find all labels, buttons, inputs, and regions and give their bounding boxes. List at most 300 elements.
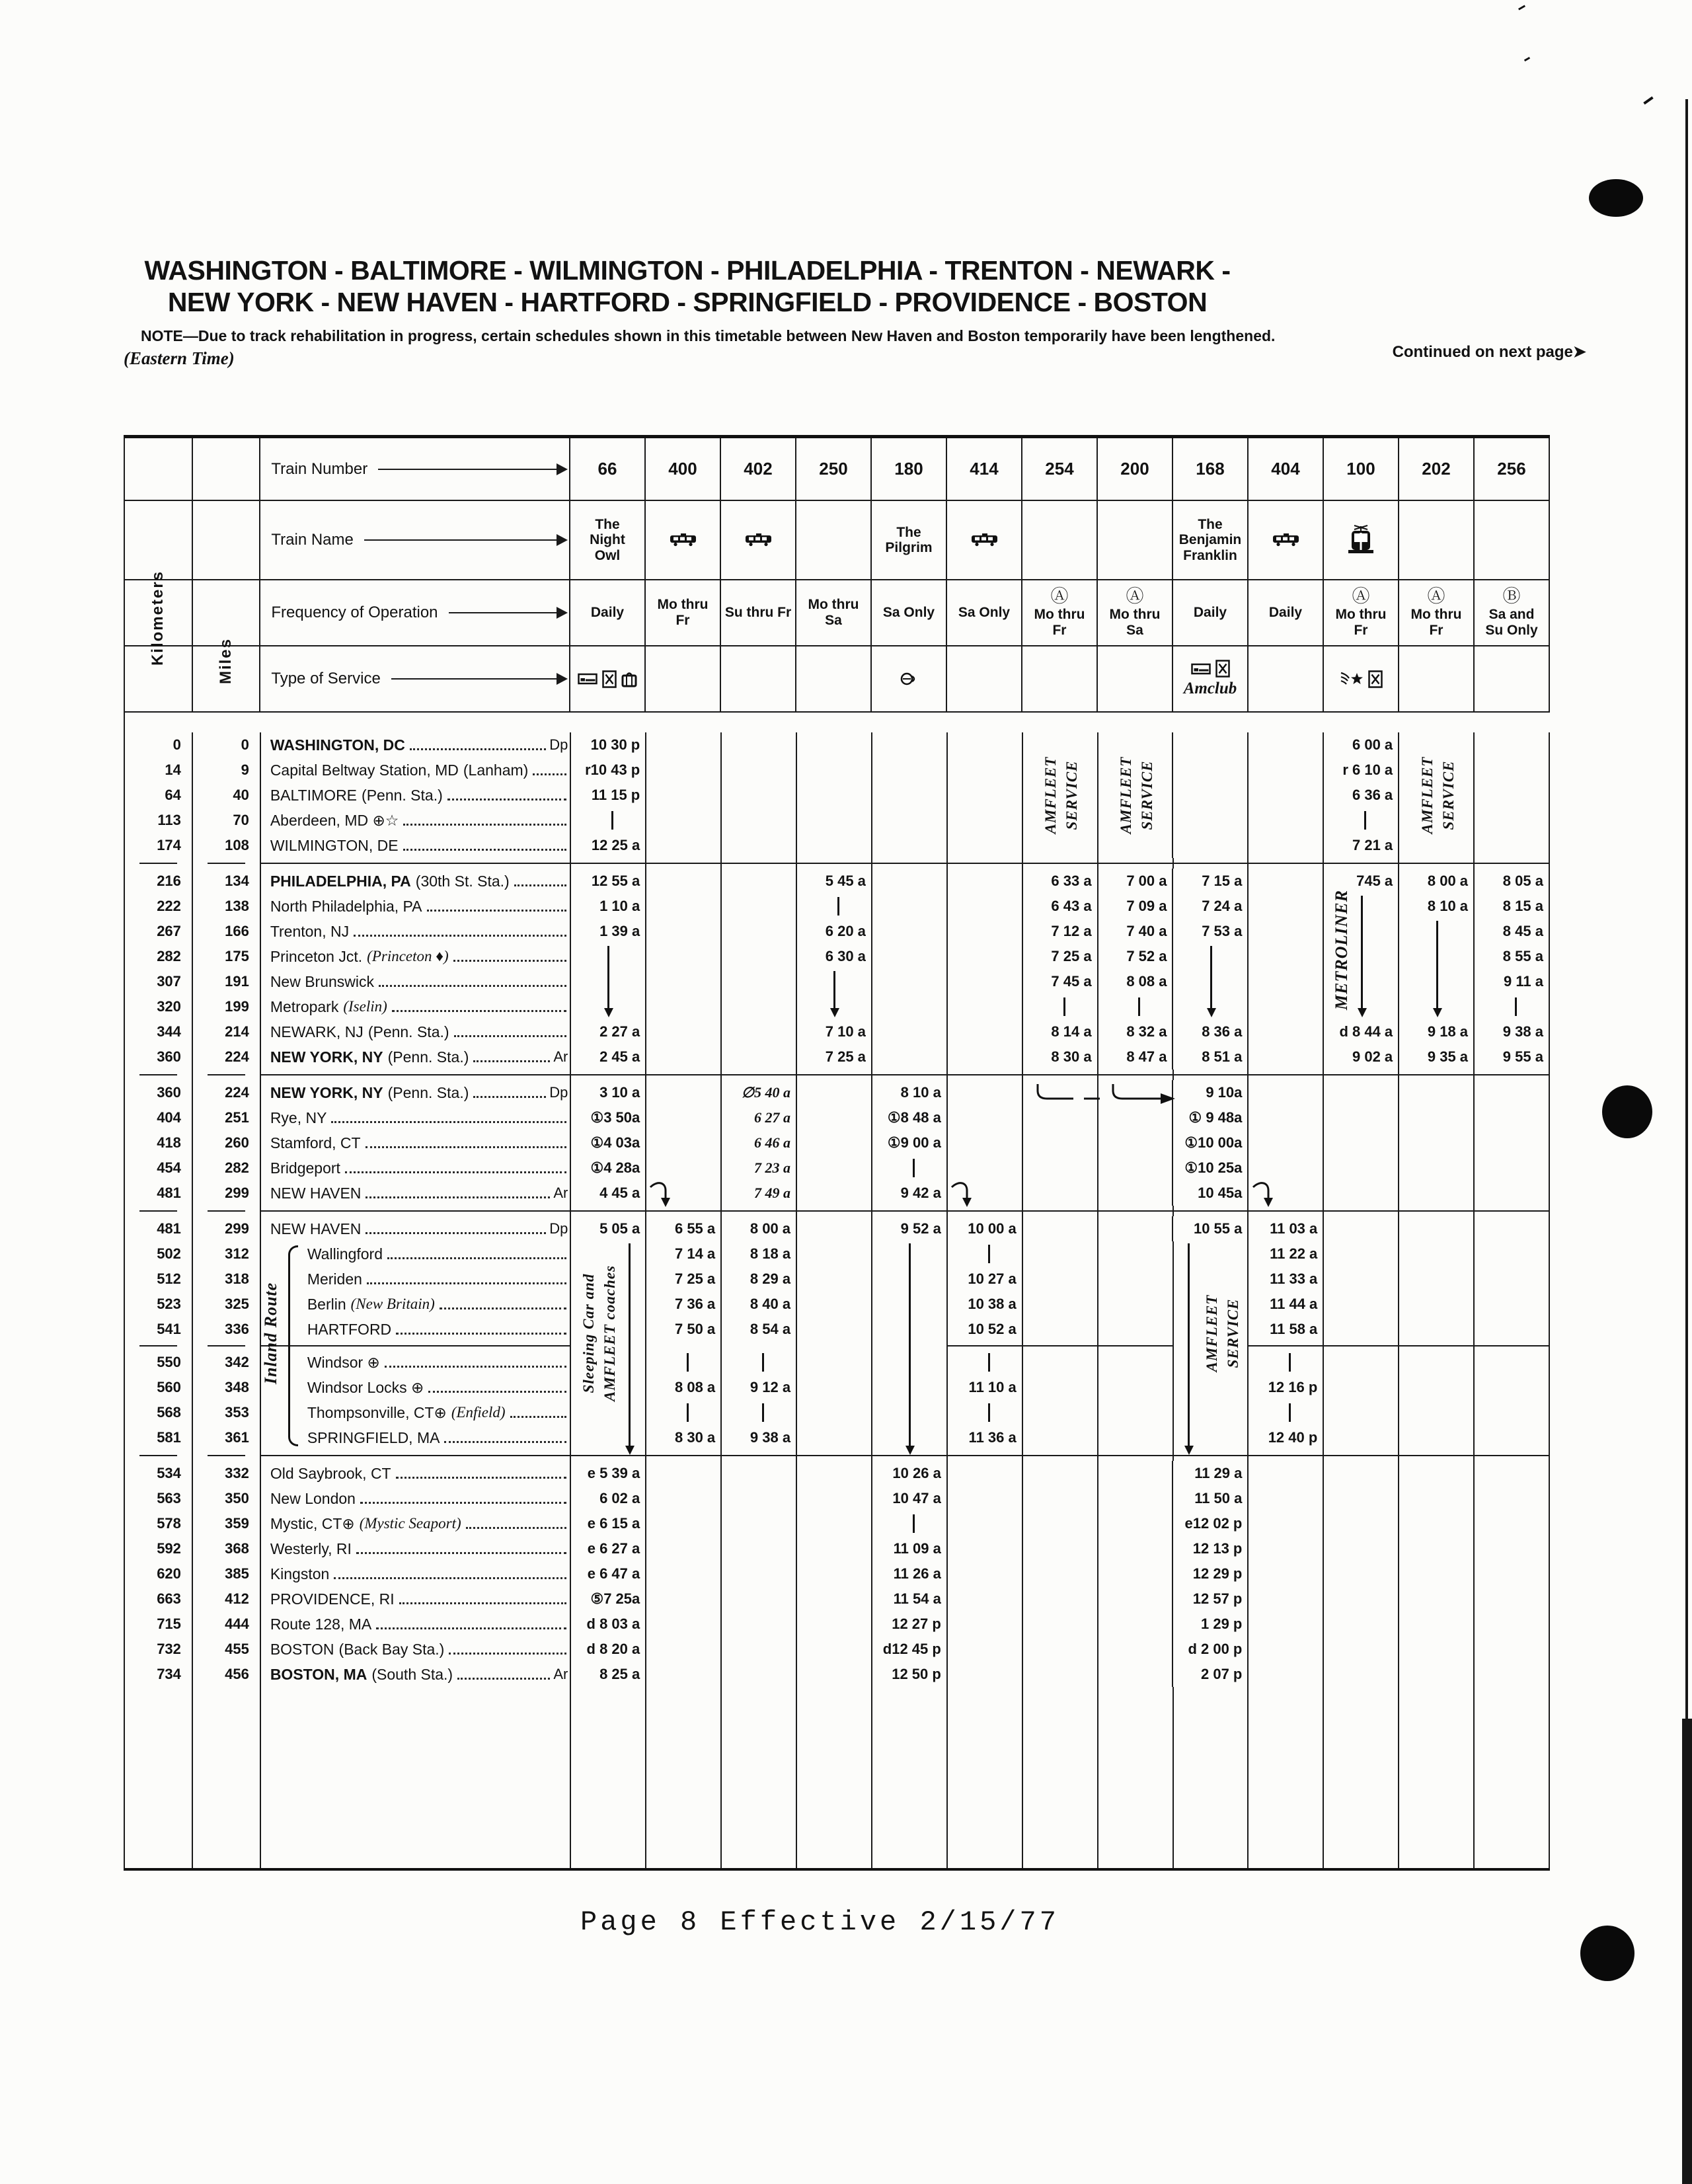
cell	[797, 1687, 872, 1868]
station-name: Mystic, CT⊕	[270, 1514, 355, 1532]
through-bar	[988, 1353, 990, 1372]
row-label: Train Number	[271, 459, 368, 478]
time-cell: 7 25 a	[1023, 944, 1098, 969]
train-number: 400	[646, 438, 721, 500]
station-note: (Penn. Sta.)	[387, 1048, 469, 1066]
miles-value: 299	[193, 1181, 261, 1206]
cell	[1475, 1206, 1550, 1216]
cell	[722, 1342, 797, 1350]
time-cell	[1249, 1662, 1324, 1687]
time-cell: 6 55 a	[646, 1216, 722, 1241]
metroliner-icon	[1344, 524, 1377, 557]
time-cell	[1475, 758, 1550, 783]
station-note: (Mystic Seaport)	[359, 1515, 461, 1532]
time-cell: 7 50 a	[646, 1317, 722, 1342]
station-name: PHILADELPHIA, PA	[270, 872, 411, 890]
time-cell	[948, 1350, 1023, 1375]
time-cell	[797, 758, 872, 783]
time-cell	[1098, 1181, 1174, 1206]
cell	[1475, 858, 1550, 869]
cell	[193, 1450, 261, 1461]
time-cell	[1249, 1511, 1324, 1536]
cell	[571, 1687, 646, 1868]
time-cell	[1173, 808, 1249, 833]
train-service-icons	[872, 646, 947, 711]
time-cell	[1098, 732, 1174, 758]
time-cell	[1475, 1425, 1550, 1450]
km-value: 620	[125, 1561, 193, 1586]
cell	[646, 1070, 722, 1080]
time-cell: 8 08 a	[646, 1375, 722, 1400]
km-value: 14	[125, 758, 193, 783]
km-value: 216	[125, 869, 193, 894]
miles-value: 325	[193, 1292, 261, 1317]
cell	[1023, 1342, 1098, 1350]
time-cell: 11 36 a	[948, 1425, 1023, 1450]
station-note: (Penn. Sta.)	[362, 786, 443, 804]
cell	[193, 1342, 261, 1350]
time-cell	[1399, 1317, 1475, 1342]
time-cell	[948, 1105, 1023, 1130]
time-cell	[646, 1400, 722, 1425]
km-value: 307	[125, 969, 193, 994]
route-arrow	[1361, 896, 1363, 1009]
km-value: 734	[125, 1662, 193, 1687]
time-cell	[1399, 732, 1475, 758]
time-cell: 8 32 a	[1098, 1019, 1174, 1044]
time-cell: 10 38 a	[948, 1292, 1023, 1317]
row-label: Train Name	[271, 531, 354, 549]
time-cell	[1399, 1637, 1475, 1662]
miles-value: 40	[193, 783, 261, 808]
time-cell	[1475, 783, 1550, 808]
time-cell	[797, 783, 872, 808]
km-value: 541	[125, 1317, 193, 1342]
amclub-label: Amclub	[1183, 680, 1237, 697]
time-cell	[646, 1561, 722, 1586]
time-cell: 745 a	[1324, 869, 1399, 894]
time-cell	[646, 944, 722, 969]
time-cell	[1249, 1130, 1324, 1155]
train-number: 254	[1022, 438, 1098, 500]
time-cell	[872, 1019, 948, 1044]
time-cell	[1249, 1461, 1324, 1486]
station-cell	[261, 783, 572, 808]
time-cell	[1324, 1561, 1399, 1586]
station-note: (Enfield)	[451, 1404, 506, 1421]
cell	[797, 1070, 872, 1080]
time-cell	[1324, 1375, 1399, 1400]
leader-dots	[533, 773, 566, 775]
time-cell: 8 47 a	[1098, 1044, 1174, 1070]
snack-cup-icon	[900, 672, 917, 686]
time-cell: 10 47 a	[872, 1486, 948, 1511]
km-value: 344	[125, 1019, 193, 1044]
table-row	[125, 1019, 1550, 1044]
operates-badge: Ⓐ	[1427, 586, 1445, 606]
time-cell	[797, 894, 872, 919]
time-cell	[646, 969, 722, 994]
time-cell	[948, 1019, 1023, 1044]
time-cell	[1324, 1662, 1399, 1687]
time-cell: ①4 28a	[571, 1155, 646, 1181]
station-name: SPRINGFIELD, MA	[307, 1428, 440, 1446]
time-cell	[1475, 1267, 1550, 1292]
time-cell: 7 09 a	[1098, 894, 1174, 919]
time-cell	[722, 1511, 797, 1536]
time-cell	[797, 1105, 872, 1130]
time-cell: 2 27 a	[571, 1019, 646, 1044]
timetable-grid	[124, 435, 1550, 1871]
time-cell: 10 52 a	[948, 1317, 1023, 1342]
cell	[1098, 1687, 1174, 1868]
through-bar	[687, 1353, 689, 1372]
time-cell	[722, 758, 797, 783]
leader-dots	[392, 1010, 567, 1012]
station-name: WILMINGTON, DE	[270, 836, 399, 854]
station-name: Berlin	[307, 1295, 346, 1313]
leader-dots	[444, 1441, 566, 1443]
leader-dots	[367, 1282, 566, 1284]
arrow-line	[391, 678, 566, 680]
time-cell	[872, 808, 948, 833]
time-cell	[1023, 1181, 1098, 1206]
time-cell	[646, 1350, 722, 1375]
time-cell	[1399, 1586, 1475, 1612]
amfleet-service-vertical: SERVICE	[1063, 760, 1080, 830]
miles-value: 444	[193, 1612, 261, 1637]
time-cell	[1249, 1181, 1324, 1206]
time-cell	[646, 1486, 722, 1511]
time-cell	[1324, 1292, 1399, 1317]
time-cell	[1098, 1105, 1174, 1130]
time-cell	[797, 1511, 872, 1536]
time-cell	[722, 1637, 797, 1662]
station-name: WASHINGTON, DC	[270, 736, 405, 754]
train-service-icons	[646, 646, 721, 711]
time-cell	[1023, 1400, 1098, 1425]
time-cell: 12 57 p	[1173, 1586, 1249, 1612]
through-bar	[837, 897, 839, 916]
time-cell	[1098, 1612, 1174, 1637]
table-row	[125, 758, 1550, 783]
time-cell	[1475, 1511, 1550, 1536]
time-cell: e12 02 p	[1173, 1511, 1249, 1536]
time-cell	[1098, 1292, 1174, 1317]
cell	[571, 858, 646, 869]
time-cell	[1098, 1241, 1174, 1267]
time-cell	[1098, 1317, 1174, 1342]
time-cell	[646, 1662, 722, 1687]
leader-dots	[354, 935, 566, 937]
type-of-service-label	[260, 646, 570, 711]
station-name: Stamford, CT	[270, 1134, 361, 1151]
time-cell	[1399, 758, 1475, 783]
time-cell: 8 55 a	[1475, 944, 1550, 969]
station-cell	[261, 1019, 572, 1044]
time-cell	[1098, 833, 1174, 858]
time-cell	[1475, 1350, 1550, 1375]
time-cell	[1399, 1561, 1475, 1586]
miles-value: 299	[193, 1216, 261, 1241]
time-cell	[797, 808, 872, 833]
leader-dots	[334, 1577, 566, 1579]
time-cell	[1249, 944, 1324, 969]
through-bar	[762, 1353, 764, 1372]
amfleet-service-vertical: AMFLEET	[1118, 756, 1134, 834]
time-cell: 6 33 a	[1023, 869, 1098, 894]
time-cell	[948, 1181, 1023, 1206]
time-cell	[646, 1181, 722, 1206]
time-cell: e 6 27 a	[571, 1536, 646, 1561]
time-cell: 7 12 a	[1023, 919, 1098, 944]
time-cell: e 6 15 a	[571, 1511, 646, 1536]
cell	[193, 1206, 261, 1216]
time-cell	[722, 1019, 797, 1044]
time-cell	[872, 869, 948, 894]
time-cell	[797, 1155, 872, 1181]
cell	[125, 1070, 193, 1080]
train-service-icons	[1324, 646, 1399, 711]
time-cell	[1249, 1155, 1324, 1181]
time-cell	[1098, 1637, 1174, 1662]
time-cell	[1399, 1486, 1475, 1511]
miles-value: 348	[193, 1375, 261, 1400]
miles-value: 282	[193, 1155, 261, 1181]
arrow-line	[364, 539, 566, 541]
station-cell	[261, 833, 572, 858]
railcar-icon	[743, 533, 773, 547]
time-cell	[646, 1586, 722, 1612]
cell	[1399, 1342, 1475, 1350]
amfleet-service-vertical: SERVICE	[1139, 760, 1155, 830]
title-line-2: NEW YORK - NEW HAVEN - HARTFORD - SPRINGFIELD - PROVIDENCE - BOSTON	[167, 286, 1208, 317]
time-cell	[1023, 808, 1098, 833]
kilometers-label: Kilometers	[149, 570, 167, 666]
station-cell	[261, 1130, 572, 1155]
time-cell: 8 00 a	[1399, 869, 1475, 894]
time-cell: 3 10 a	[571, 1080, 646, 1105]
cell	[1174, 1206, 1249, 1216]
time-cell	[1098, 1080, 1174, 1105]
time-cell: 12 25 a	[571, 833, 646, 858]
time-cell	[1023, 783, 1098, 808]
time-cell	[797, 1216, 872, 1241]
train-name: The Pilgrim	[872, 501, 947, 579]
train-name	[1022, 501, 1098, 579]
time-cell: r 6 10 a	[1324, 758, 1399, 783]
time-cell	[1173, 833, 1249, 858]
station-cell	[261, 1486, 572, 1511]
time-cell	[1475, 1130, 1550, 1155]
time-cell	[1023, 1317, 1098, 1342]
time-cell	[1023, 1536, 1098, 1561]
time-cell	[1098, 1267, 1174, 1292]
time-cell	[1174, 1267, 1249, 1292]
time-cell	[1098, 1536, 1174, 1561]
time-cell	[1324, 1586, 1399, 1612]
cell	[646, 1450, 722, 1461]
time-cell	[1173, 758, 1249, 783]
time-cell	[1098, 1216, 1174, 1241]
cell	[1098, 1206, 1174, 1216]
train-name	[947, 501, 1022, 579]
table-row	[125, 1561, 1550, 1586]
time-cell	[797, 1486, 872, 1511]
station-note: (New Britain)	[350, 1296, 435, 1312]
time-cell	[1023, 1586, 1098, 1612]
station-cell	[261, 1105, 572, 1130]
time-cell	[646, 1612, 722, 1637]
time-cell: d 8 20 a	[571, 1637, 646, 1662]
time-cell	[1324, 1536, 1399, 1561]
cell	[261, 1450, 572, 1461]
sleeper-icon	[578, 672, 597, 686]
time-cell: 9 11 a	[1475, 969, 1550, 994]
time-cell	[797, 1612, 872, 1637]
time-cell: 6 36 a	[1324, 783, 1399, 808]
cell	[872, 1206, 948, 1216]
time-cell	[1475, 1612, 1550, 1637]
miles-value: 138	[193, 894, 261, 919]
train-number-row	[125, 438, 1550, 501]
time-cell	[1475, 1400, 1550, 1425]
time-cell	[1399, 1511, 1475, 1536]
train-frequency: Ⓑ Sa and Su Only	[1475, 580, 1550, 645]
leader-dots	[440, 1307, 567, 1309]
time-cell	[646, 1080, 722, 1105]
route-arrow	[909, 1243, 911, 1446]
page-footer: Page 8 Effective 2/15/77	[580, 1906, 1059, 1938]
train-frequency: Daily	[1173, 580, 1249, 645]
operates-badge: Ⓐ	[1352, 586, 1370, 606]
cell	[125, 1342, 193, 1350]
station-name: Princeton Jct.	[270, 947, 363, 965]
sleeping-car-vertical: Sleeping Car and	[580, 1273, 597, 1393]
time-cell	[872, 969, 948, 994]
time-cell	[1249, 1486, 1324, 1511]
time-cell: 1 29 p	[1173, 1612, 1249, 1637]
time-cell	[797, 1561, 872, 1586]
time-cell: 8 15 a	[1475, 894, 1550, 919]
through-bar	[611, 811, 613, 830]
time-cell	[722, 1400, 797, 1425]
time-cell	[1399, 1181, 1475, 1206]
station-name: NEW YORK, NY	[270, 1083, 383, 1101]
time-cell: 11 26 a	[872, 1561, 948, 1586]
cell	[948, 1687, 1023, 1868]
station-cell	[261, 1292, 572, 1317]
time-cell	[1324, 1637, 1399, 1662]
table-row	[125, 1216, 1550, 1241]
time-cell	[1098, 1461, 1174, 1486]
through-bar	[1364, 811, 1366, 830]
through-bar	[913, 1159, 915, 1177]
time-cell: 8 36 a	[1173, 1019, 1249, 1044]
train-frequency: Sa Only	[872, 580, 947, 645]
time-cell	[948, 783, 1023, 808]
station-cell	[261, 808, 572, 833]
time-cell	[1098, 1400, 1174, 1425]
time-cell: 11 22 a	[1249, 1241, 1324, 1267]
leader-dots	[387, 1257, 566, 1259]
cell	[1098, 1450, 1174, 1461]
time-cell: 11 29 a	[1173, 1461, 1249, 1486]
time-cell: 7 52 a	[1098, 944, 1174, 969]
km-value: 523	[125, 1292, 193, 1317]
time-cell	[722, 969, 797, 994]
scan-speck	[1524, 57, 1530, 61]
km-value: 512	[125, 1267, 193, 1292]
food-service-icon	[1215, 660, 1230, 678]
time-cell	[797, 1267, 872, 1292]
station-note: (Lanham)	[463, 761, 529, 779]
time-cell	[1023, 1486, 1098, 1511]
time-cell: 9 42 a	[872, 1181, 948, 1206]
time-cell: 9 18 a	[1399, 1019, 1475, 1044]
time-cell: 10 00 a	[948, 1216, 1023, 1241]
station-name: Aberdeen, MD ⊕☆	[270, 811, 399, 829]
punch-hole-mark	[1580, 1926, 1634, 1981]
train-frequency: Su thru Fr	[721, 580, 796, 645]
time-cell	[1475, 1317, 1550, 1342]
time-cell	[1475, 1561, 1550, 1586]
station-name: North Philadelphia, PA	[270, 897, 422, 915]
time-cell	[722, 732, 797, 758]
dp-ar-label: Ar	[553, 1666, 568, 1682]
time-cell	[722, 944, 797, 969]
time-cell: 8 08 a	[1098, 969, 1174, 994]
table-row	[125, 1292, 1550, 1317]
miles-value: 166	[193, 919, 261, 944]
cell	[1399, 1070, 1475, 1080]
sleeper-icon	[1191, 662, 1211, 676]
time-cell	[571, 1400, 646, 1425]
time-cell	[1023, 758, 1098, 783]
station-note: (South Sta.)	[371, 1665, 453, 1683]
leader-dots	[403, 849, 567, 851]
leader-dots	[514, 884, 567, 886]
miles-value: 191	[193, 969, 261, 994]
time-cell	[948, 1155, 1023, 1181]
time-cell	[1023, 1267, 1098, 1292]
train-service-icons	[1475, 646, 1550, 711]
leader-dots	[447, 799, 567, 800]
time-cell	[872, 894, 948, 919]
train-name: The Benjamin Franklin	[1173, 501, 1249, 579]
time-cell	[1399, 1350, 1475, 1375]
time-cell	[1475, 1586, 1550, 1612]
leader-dots	[399, 1602, 567, 1604]
cell	[193, 1687, 261, 1868]
body-padding	[125, 713, 1550, 732]
time-cell	[1475, 1241, 1550, 1267]
train-number: 414	[947, 438, 1022, 500]
time-cell	[1475, 1080, 1550, 1105]
km-value: 481	[125, 1216, 193, 1241]
table-row	[125, 1044, 1550, 1070]
station-cell	[261, 994, 572, 1019]
time-cell: 2 07 p	[1173, 1662, 1249, 1687]
station-cell	[261, 732, 572, 758]
station-name: BOSTON, MA	[270, 1665, 367, 1683]
time-cell	[722, 1536, 797, 1561]
time-cell	[872, 833, 948, 858]
time-cell: 12 16 p	[1249, 1375, 1324, 1400]
railcar-icon	[969, 533, 999, 547]
food-service-icon	[602, 670, 617, 688]
time-cell: r10 43 p	[571, 758, 646, 783]
